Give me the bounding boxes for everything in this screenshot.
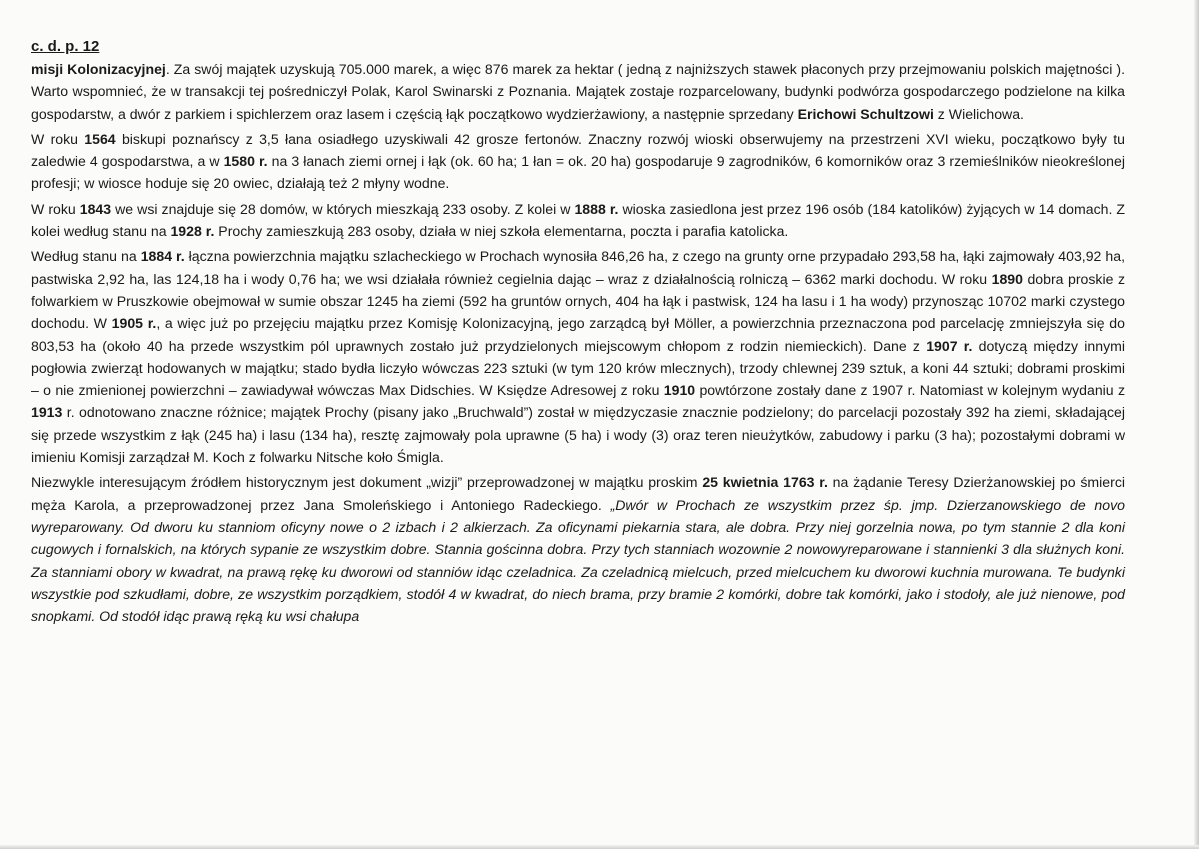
- text-run: powtórzone zostały dane z 1907 r. Natomiast w kolejnym wydaniu z: [695, 382, 1126, 399]
- paragraph: [31, 245, 1125, 468]
- text-run: Prochy zamieszkują 283 osoby, działa w niej szkoła elementarna, poczta i parafia katolicka.: [214, 223, 789, 240]
- text-run: na żądanie Teresy Dzierżanowskiej po śmierci męża Karola, a przeprowadzonej przez Jana Smoleńskiego i Antoniego Radeckiego.: [31, 474, 1125, 513]
- continuation-heading: c. d. p. 12: [31, 38, 100, 55]
- paragraph: [31, 198, 1125, 243]
- paragraph: [31, 58, 1125, 125]
- scan-edge-right: [1194, 0, 1199, 849]
- bold-text: Erichowi Schultzowi: [797, 105, 934, 122]
- text-run: . Za swój majątek uzyskują 705.000 marek, a więc 876 marek za hektar ( jedną z najniższych stawek płaconych przy przejmowaniu polskich majętności ). Warto wspomnieć, że w transakcji tej pośredniczył Polak, Karol Swinarski z Poznania. Majątek zostaje rozparcelowany, budynki podwórza gospodarczego podzielone na kilka gospodarstw, a dwór z parkiem i spichlerzem oraz lasem i częścią łąk początkowo wydzierżawiony, a następnie sprzedany: [31, 61, 1125, 122]
- bold-text: 1884 r.: [140, 248, 185, 265]
- text-run: z Wielichowa.: [933, 105, 1024, 122]
- bold-text: 1928 r.: [170, 223, 215, 240]
- paragraph: [31, 471, 1125, 627]
- text-run: na 3 łanach ziemi ornej i łąk (ok. 60 ha; 1 łan = ok. 20 ha) gospodaruje 9 zagrodników, 6 komorników oraz 3 rzemieślników nieokreślonej profesji; w wiosce hoduje się 20 owiec, działają też 2 młyny wodne.: [31, 153, 1125, 192]
- text-run: we wsi znajduje się 28 domów, w których mieszkają 233 osoby. Z kolei w: [111, 200, 575, 217]
- quoted-text: „Dwór w Prochach ze wszystkim przez śp. jmp. Dzierzanowskiego de novo wyreparowany. Od dworu ku stanniom oficyny nowe o 2 izbach i 2 alkierzach. Za oficynami piekarnia stara, ale dobra. Przy niej gorzelnia nowa, po tym stannie 2 dla koni cugowych i fornalskich, na których sypanie ze wszystkim dobre. Stannia gościnna dobra. Przy tych stanniach wozownie 2 nowowyreparowane i stannienki 3 dla służnych koni. Za stanniami obory w kwadrat, na prawą rękę ku dworowi od stanniów idąc czeladnica. Za czeladnicą mielcuch, przed mielcuchem ku dworowi kuchnia murowana. Te budynki wszystkie pod szkudłami, dobre, ze wszystkim porządkiem, stodół 4 w kwadrat, do niech brama, przy bramie 2 komórki, dobre tak komórki, jako i stodoły, ale już nienowe, pod snopkami. Od stodół idąc prawą ręką ku wsi chałupa: [31, 496, 1125, 625]
- bold-text: 25 kwietnia 1763 r.: [702, 474, 828, 491]
- bold-text: misji Kolonizacyjnej: [31, 61, 166, 77]
- bold-text: 1907 r.: [926, 337, 973, 354]
- bold-text: 1564: [84, 130, 116, 147]
- bold-text: 1580 r.: [223, 153, 268, 170]
- scan-edge-bottom: [0, 845, 1199, 849]
- bold-text: 1888 r.: [574, 200, 619, 217]
- text-run: biskupi poznańscy z 3,5 łana osiadłego uzyskiwali 42 grosze fertonów. Znaczny rozwój wioski obserwujemy na przestrzeni XVI wieku, początkowo były tu zaledwie 4 gospodarstwa, a w: [31, 130, 1125, 170]
- bold-text: 1843: [79, 200, 112, 217]
- bold-text: 1905 r.: [111, 315, 157, 332]
- paragraphs: [31, 58, 1125, 627]
- bold-text: 1910: [663, 382, 696, 399]
- text-run: W roku: [31, 200, 80, 217]
- text-run: dobra proskie z folwarkiem w Pruszkowie obejmował w sumie obszar 1245 ha ziemi (592 ha gruntów ornych, 404 ha łąk i pastwisk, 124 ha lasu i 1 ha wody) przynosząc 10702 marki czystego dochodu. W: [31, 270, 1125, 332]
- text-run: dotyczą między innymi pogłowia zwierząt hodowanych w majątku; stado bydła liczyło wówczas 223 sztuki (w tym 120 krów mlecznych), trzody chlewnej 239 sztuk, a koni 44 sztuki; dobrami proskimi – o nie zmienionej powierzchni – zawiadywał wówczas Max Didschies. W Księdze Adresowej z roku: [31, 337, 1125, 399]
- text-run: W roku: [31, 130, 85, 147]
- bold-text: 1890: [991, 270, 1023, 287]
- paragraph: [31, 128, 1125, 195]
- text-run: łączna powierzchnia majątku szlacheckiego w Prochach wynosiła 846,26 ha, z czego na grunty orne przypadało 293,58 ha, łąki zajmowały 403,92 ha, pastwiska 2,92 ha, las 124,18 ha i wody 0,76 ha; we wsi działała również cegielnia dając – wraz z działalnością rolniczą – 6362 marki dochodu. W roku: [31, 248, 1125, 287]
- text-run: Niezwykle interesującym źródłem historycznym jest dokument „wizji” przeprowadzonej w majątku proskim: [31, 474, 703, 491]
- bold-text: 1913: [31, 404, 63, 421]
- text-run: Według stanu na: [31, 248, 141, 265]
- document-body: [31, 38, 1125, 627]
- text-run: wioska zasiedlona jest przez 196 osób (184 katolików) żyjących w 14 domach. Z kolei według stanu na: [31, 200, 1125, 240]
- text-run: r. odnotowano znaczne różnice; majątek Prochy (pisany jako „Bruchwald”) został w międzyczasie znacznie podzielony; do parcelacji pozostały 392 ha ziemi, składającej się przede wszystkim z łąk (245 ha) i lasu (134 ha), resztę zajmowały pola uprawne (5 ha) i wody (3) oraz teren nieużytków, zabudowy i parku (3 ha); pozostałymi dobrami w imieniu Komisji zarządzał M. Koch z folwarku Nitsche koło Śmigla.: [31, 404, 1125, 466]
- text-run: , a więc już po przejęciu majątku przez Komisję Kolonizacyjną, jego zarządcą był Möller, a powierzchnia przeznaczona pod parcelację zmniejszyła się do 803,53 ha (około 40 ha przede wszystkim pól uprawnych zostało już przydzielonych miejscowym chłopom z rodzin niemieckich). Dane z: [31, 315, 1125, 354]
